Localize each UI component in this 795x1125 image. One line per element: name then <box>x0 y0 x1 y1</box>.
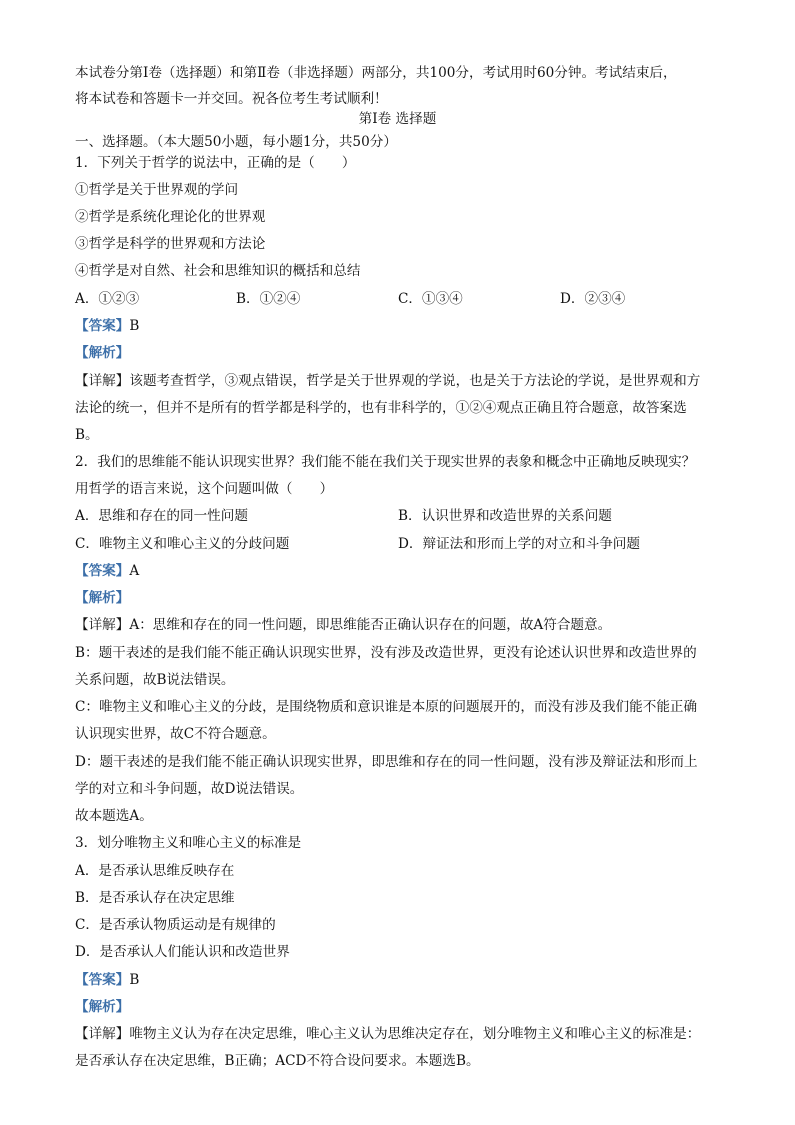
q1-item-1: ①哲学是关于世界观的学问 <box>75 182 239 198</box>
q3-detail-line-1 <box>75 1025 700 1043</box>
q2-options-row-2 <box>75 535 640 553</box>
q2-detail-c-2: 认识现实世界，故C不符合题意。 <box>75 726 276 742</box>
analysis-tag: 【解析】 <box>75 590 130 606</box>
q1-detail-line-3: B。 <box>75 427 99 443</box>
section-description: 一、选择题。（本大题50小题，每小题1分，共50分） <box>75 134 397 150</box>
q1-option-d: D．②③④ <box>560 291 626 307</box>
q2-stem-line-1: 2．我们的思维能不能认识现实世界？我们能不能在我们关于现实世界的表象和概念中正确地反映现实？ <box>75 454 696 470</box>
analysis-tag: 【解析】 <box>75 999 130 1015</box>
q3-stem: 3．划分唯物主义和唯心主义的标准是 <box>75 835 302 851</box>
q2-answer-value: A <box>129 563 140 579</box>
q1-options <box>75 290 625 308</box>
q1-item-4: ④哲学是对自然、社会和思维知识的概括和总结 <box>75 263 361 279</box>
intro-line-2: 将本试卷和答题卡一并交回。祝各位考生考试顺利！ <box>75 91 388 107</box>
q1-option-b: B．①②④ <box>236 291 301 307</box>
q3-answer <box>75 971 139 989</box>
q2-detail-d-2: 学的对立和斗争问题，故D说法错误。 <box>75 781 304 797</box>
q2-detail-b-1: B：题干表述的是我们能不能正确认识现实世界，没有涉及改造世界，更没有论述认识世界和改造世界的 <box>75 645 697 661</box>
answer-tag: 【答案】 <box>75 563 130 579</box>
q1-item-2: ②哲学是系统化理论化的世界观 <box>75 209 266 225</box>
q2-detail-a-text: A：思维和存在的同一性问题，即思维能否正确认识存在的问题，故A符合题意。 <box>129 617 612 633</box>
q3-answer-value: B <box>129 972 140 988</box>
q2-stem-line-2: 用哲学的语言来说，这个问题叫做（ ） <box>75 481 334 497</box>
analysis-tag: 【解析】 <box>75 345 130 361</box>
q3-option-c: C．是否承认物质运动是有规律的 <box>75 917 276 933</box>
q3-option-a: A．是否承认思维反映存在 <box>75 863 235 879</box>
intro-line-1: 本试卷分第Ⅰ卷（选择题）和第Ⅱ卷（非选择题）两部分，共100分，考试用时60分钟。考试结束后， <box>75 65 677 81</box>
q2-answer <box>75 562 139 580</box>
q3-option-b: B．是否承认存在决定思维 <box>75 890 235 906</box>
detail-tag: 【详解】 <box>75 1026 130 1042</box>
q3-option-d: D．是否承认人们能认识和改造世界 <box>75 944 290 960</box>
q2-detail-a <box>75 616 611 634</box>
q2-conclusion: 故本题选A。 <box>75 808 153 824</box>
q2-detail-b-2: 关系问题，故B说法错误。 <box>75 672 235 688</box>
detail-tag: 【详解】 <box>75 373 130 389</box>
answer-tag: 【答案】 <box>75 972 130 988</box>
q1-answer-value: B <box>129 318 140 334</box>
q1-option-a: A．①②③ <box>75 291 140 307</box>
q1-item-3: ③哲学是科学的世界观和方法论 <box>75 236 266 252</box>
q2-analysis <box>75 589 129 607</box>
q1-detail-text-1: 该题考查哲学，③观点错误，哲学是关于世界观的学说，也是关于方法论的学说，是世界观和方 <box>129 373 701 389</box>
section-title: 第Ⅰ卷 选择题 <box>358 111 437 127</box>
q2-option-c: C．唯物主义和唯心主义的分歧问题 <box>75 536 290 552</box>
q1-analysis <box>75 344 129 362</box>
detail-tag: 【详解】 <box>75 617 130 633</box>
q1-detail-line-2: 法论的统一，但并不是所有的哲学都是科学的，也有非科学的，①②④观点正确且符合题意，故答案选 <box>75 400 687 416</box>
answer-tag: 【答案】 <box>75 318 130 334</box>
q2-detail-c-1: C：唯物主义和唯心主义的分歧，是围绕物质和意识谁是本原的问题展开的，而没有涉及我们能不能正确 <box>75 699 698 715</box>
q1-answer <box>75 317 139 335</box>
q3-detail-line-2: 是否承认存在决定思维，B正确；ACD不符合设问要求。本题选B。 <box>75 1053 480 1069</box>
q1-stem: 1．下列关于哲学的说法中，正确的是（ ） <box>75 155 356 171</box>
q2-option-d: D．辩证法和形而上学的对立和斗争问题 <box>398 536 640 552</box>
q2-option-b: B．认识世界和改造世界的关系问题 <box>398 508 612 524</box>
q2-detail-d-1: D：题干表述的是我们能不能正确认识现实世界，即思维和存在的同一性问题，没有涉及辩证法和形而上 <box>75 754 698 770</box>
q1-detail-line-1 <box>75 372 700 390</box>
q3-detail-text-1: 唯物主义认为存在决定思维，唯心主义认为思维决定存在，划分唯物主义和唯心主义的标准是： <box>129 1026 701 1042</box>
q2-option-a: A．思维和存在的同一性问题 <box>75 508 248 524</box>
q3-analysis <box>75 998 129 1016</box>
q1-option-c: C．①③④ <box>398 291 463 307</box>
q2-options-row-1 <box>75 507 612 525</box>
